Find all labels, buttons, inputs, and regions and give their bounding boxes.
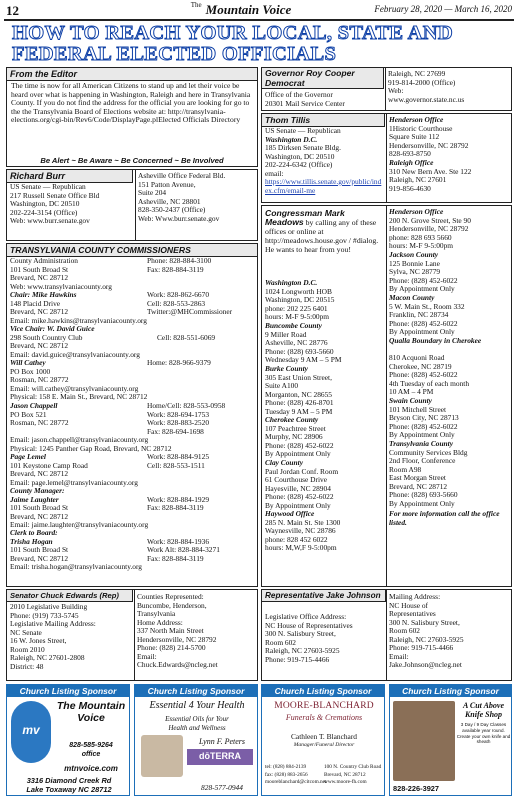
meadows-jackson-heading: Jackson County <box>389 250 439 259</box>
meadows-buncombe-heading: Buncombe County <box>265 321 322 330</box>
essential-photo <box>141 735 183 777</box>
burr-right: Asheville Office Federal Bld. 151 Patton Avenue, Suite 204 Asheville, NC 28801 828-350-2437 (Office) Web: Www.burr.senate.gov <box>138 171 226 223</box>
meadows-intro-block <box>265 209 385 254</box>
mountain-voice-web: mtnvoice.com <box>64 764 118 773</box>
commissioners-box <box>6 243 258 587</box>
chappell-right: Home/Cell: 828-553-0958 Work: 828-694-1753 Work: 828-883-2520 Fax: 828-694-1698 <box>147 401 226 436</box>
laughter-left: 101 South Broad St Brevard, NC 28712 Email: jaime.laughter@transylvaniacounty.org <box>10 503 149 529</box>
tillis-henderson-heading: Henderson Office <box>389 115 444 124</box>
cooper-header <box>262 68 384 89</box>
cathey-title: Will Cathey <box>10 358 46 367</box>
chappell-title: Jason Chappell <box>10 401 58 410</box>
mountain-voice-title: The Mountain Voice <box>56 700 126 724</box>
mountain-voice-logo-text: mv <box>22 723 40 737</box>
hogan-left: 101 South Broad St Brevard, NC 28712 Email: trisha.hogan@transylvaniacounty.org <box>10 545 143 571</box>
cooper-left: Office of the Governor 20301 Mail Service Center <box>265 90 345 108</box>
mark-meadows-box <box>261 205 512 587</box>
lemel-title: Page Lemel <box>10 452 46 461</box>
guice-left: 298 South Country Club Brevard, NC 28712 Email: david.guice@transylvaniacounty.org <box>10 332 140 359</box>
meadows-qualla-heading: Qualla Boundary in Cherokee <box>389 336 482 345</box>
tillis-intro: US Senate — Republican <box>265 126 341 135</box>
masthead-rule <box>4 19 514 21</box>
meadows-dc-body: 1024 Longworth HOB Washington, DC 20515 phone: 202 225 6401 hours: M-F 9-5:00pm <box>265 286 335 321</box>
meadows-henderson-heading: Henderson Office <box>389 207 444 216</box>
johnson-name: Representative Jake Johnson <box>262 590 386 602</box>
meadows-swain-body: 101 Mitchell Street Bryson City, NC 28713 Phone: (828) 452-6022 By Appointment Only <box>389 404 459 439</box>
meadows-burke-body: 305 East Union Street, Suite A100 Morganton, NC 28655 Phone: (828) 426-8701 Tuesday 9 AM – 5 PM <box>265 372 334 416</box>
edwards-left: 2010 Legislative Building Phone: (919) 733-5745 Legislative Mailing Address: NC Senate 16 W. Jones Street, Room 2010 Raleigh, NC 27601-2808 District: 48 <box>10 602 96 671</box>
masthead-the: The <box>190 1 202 9</box>
meadows-cherokee-body: 107 Peachtree Street Murphy, NC 28906 Phone: (828) 452-6022 By Appointment Only <box>265 423 334 458</box>
sponsor-heading: Church Listing Sponsor <box>7 685 129 697</box>
tillis-henderson-body: 1Historic Courthouse Square Suite 112 Hendersonville, NC 28792 828-693-8750 <box>389 123 469 158</box>
from-editor-heading: From the Editor <box>7 68 257 81</box>
sponsor-heading: Church Listing Sponsor <box>135 685 257 697</box>
lemel-right: Work: 828-884-9125 Cell: 828-553-1511 <box>147 452 210 470</box>
johnson-right: Mailing Address: NC House of Representatives 300 N. Salisbury Street, Room 602 Raleigh, NC 27603-5925 Phone: 919-715-4466 Email: Jake.Johnson@ncleg.net <box>389 592 464 669</box>
meadows-qualla-body: 810 Acquoni Road Cherokee, NC 28719 Phone: (828) 452-6022 4th Tuesday of each month 10 AM – 4 PM <box>389 353 470 396</box>
cooper-right: Raleigh, NC 27699 919-814-2000 (Office) Web: www.governor.state.nc.us <box>388 69 465 104</box>
laughter-title: Jaime Laughter <box>10 494 59 504</box>
laughter-right: Work: 828-884-1929 Fax: 828-884-3119 <box>147 494 210 512</box>
sponsor-knife-shop[interactable] <box>389 684 512 796</box>
meadows-buncombe-body: 9 Miller Road Asheville, NC 28776 Phone: (828) 693-5660 Wednesday 9 AM – 5 PM <box>265 329 342 364</box>
tillis-raleigh-heading: Raleigh Office <box>389 158 434 167</box>
moore-contact-left: tel: (828) 884-2139 fax: (828) 883-2656 mooreblanchard@citcom.net <box>265 764 327 785</box>
issue-date: February 28, 2020 — March 16, 2020 <box>374 4 512 14</box>
guice-title: Vice Chair: W. David Guice <box>10 324 95 333</box>
essential-phone: 828-577-0944 <box>201 783 243 792</box>
doterra-brand: dōTERRA <box>199 751 241 761</box>
moore-name: Cathleen T. Blanchard <box>290 732 357 741</box>
thom-tillis-box <box>261 113 512 203</box>
mountain-voice-phone: 828-585-9264 office <box>69 742 113 758</box>
moore-contact-right: 100 N. Country Club Road Brevard, NC 28712 www.moore-fh.com <box>324 764 382 785</box>
masthead-bar <box>0 0 518 22</box>
meadows-henderson-body: 200 N. Grove Street, Ste 90 Hendersonville, NC 28792 phone: 828 693 5660 hours: M-F 9-5:00pm <box>389 215 471 250</box>
sponsor-essential-health[interactable] <box>134 684 258 796</box>
sponsor-heading: Church Listing Sponsor <box>390 685 511 697</box>
sponsor-mountain-voice[interactable] <box>6 684 130 796</box>
meadows-haywood-body: 285 N. Main St. Ste 1300 Waynesville, NC 28786 phone: 828 452 6022 hours: M,W,F 9-5:00pm <box>265 517 341 552</box>
chappell-left: PO Box 521 Rosman, NC 28772 Email: jason.chappell@transylvaniacounty.org Physical: 1245 Panther Gap Road, Brevard, NC 28712 <box>10 409 172 453</box>
meadows-haywood-heading: Haywood Office <box>265 509 315 518</box>
commissioners-heading: TRANSYLVANIA COUNTY COMMISSIONERS <box>7 244 257 257</box>
hogan-title: Trisha Hogan <box>10 536 53 546</box>
guice-right: Cell: 828-551-6069 <box>157 332 216 342</box>
governor-cooper-box <box>261 67 512 111</box>
hawkins-right: Work: 828-862-6670 Cell: 828-553-2863 Twitter:@MHCommissioner <box>147 290 233 316</box>
moore-subtitle: Funerals & Cremations <box>285 713 363 722</box>
meadows-macon-heading: Macon County <box>389 293 435 302</box>
from-editor-box <box>6 67 258 167</box>
lemel-left: 101 Keystone Camp Road Brevard, NC 28712 Email: page.lemel@transylvaniacounty.org <box>10 460 138 487</box>
hawkins-left: 148 Placid Drive Brevard, NC 28712 Email: mike.hawkins@transylvaniacounty.org <box>10 298 147 325</box>
alert-slogan: Be Alert ~ Be Aware ~ Be Concerned ~ Be Involved <box>40 156 224 165</box>
jake-johnson-box <box>261 589 512 681</box>
edwards-name: Senator Chuck Edwards (Rep) <box>7 590 133 602</box>
essential-subtitle: Essential Oils for Your Health and Wellness <box>165 715 229 732</box>
meadows-macon-body: 5 W. Main St., Room 332 Franklin, NC 28734 Phone: (828) 452-6022 By Appointment Only <box>389 301 465 336</box>
essential-title: Essential 4 Your Health <box>149 700 245 711</box>
cooper-party: Democrat <box>265 77 305 88</box>
meadows-name: Congressman Mark Meadows <box>265 208 345 227</box>
knife-shop-photo <box>393 701 455 781</box>
tillis-name: Thom Tillis <box>262 114 385 127</box>
burr-left: US Senate — Republican 217 Russell Senate Office Bld Washington, DC 20510 202-224-3154 (Office) Web: www.burr.senate.gov <box>10 182 100 225</box>
manager-title: County Manager: <box>10 486 65 495</box>
hawkins-title: Chair: Mike Hawkins <box>10 290 77 299</box>
essential-name: Lynn F. Peters <box>198 737 246 746</box>
tillis-dc-body: 185 Dirksen Senate Bldg. Washington, DC 20510 202-224-6342 (Office) email: <box>265 143 341 178</box>
cooper-name: Governor Roy Cooper <box>265 68 355 78</box>
meadows-cherokee-heading: Cherokee County <box>265 415 319 424</box>
tillis-raleigh-body: 310 New Bern Ave. Ste 122 Raleigh, NC 27601 919-856-4630 <box>389 166 472 193</box>
edwards-right: Counties Represented: Buncombe, Henderson, Transylvania Home Address: 337 North Main Street Hendersonville, NC 28792 Phone: (828) 214-5700 Email: Chuck.Edwards@ncleg.net <box>137 592 218 669</box>
knife-shop-phone: 828-226-3927 <box>393 784 440 793</box>
hogan-right: Work: 828-884-1936 Work Alt: 828-884-3271 Fax: 828-884-3119 <box>147 536 220 563</box>
meadows-jackson-body: 125 Bonnie Lane Sylva, NC 28779 Phone: (828) 452-6022 By Appointment Only <box>389 258 458 293</box>
knife-shop-title: A Cut Above Knife Shop <box>462 701 505 719</box>
meadows-transylvania-heading: Transylvania County <box>389 439 453 448</box>
meadows-swain-heading: Swain County <box>389 396 432 405</box>
admin-left: County Administration 101 South Broad St Brevard, NC 28712 Web: www.transylvaniacounty.org <box>10 256 112 291</box>
mountain-voice-address: 3316 Diamond Creek Rd Lake Toxaway NC 28712 <box>26 776 112 794</box>
clerk-title: Clerk to Board: <box>10 528 58 537</box>
sponsor-heading: Church Listing Sponsor <box>262 685 384 697</box>
meadows-dc-heading: Washington D.C. <box>265 278 318 287</box>
meadows-right-column <box>389 206 512 587</box>
from-editor-body: The time is now for all American Citizens to stand up and let their voice be heard over what is happening in Washington, Raleigh and here in Transylvania County. If you do not find the address for the official you are looking for go to the the Transylvania Board of Elections website at: http://transylvania-elections.org/cgi-bin/Rev6/Code/DisplayPage.plElected Officials Directory <box>11 81 251 125</box>
meadows-burke-heading: Burke County <box>265 364 308 373</box>
richard-burr-box <box>6 169 258 241</box>
johnson-left: Legislative Office Address: NC House of Representatives 300 N. Salisbury Street, Room 602 Raleigh, NC 27603-5925 Phone: 919-715-4466 <box>265 612 353 664</box>
burr-name: Richard Burr <box>7 170 133 183</box>
page-number: 12 <box>6 3 19 18</box>
meadows-clay-heading: Clay County <box>265 458 303 467</box>
meadows-clay-body: Paul Jordan Conf. Room 61 Courthouse Drive Hayesville, NC 28904 Phone: (828) 452-6022 By Appointment Only <box>265 466 339 510</box>
page-headline: HOW TO REACH YOUR LOCAL, STATE AND FEDERAL ELECTED OFFICIALS <box>12 22 453 65</box>
chuck-edwards-box <box>6 589 258 681</box>
moore-role: Manager/Funeral Director <box>293 742 355 748</box>
meadows-left-column <box>262 206 386 587</box>
cathey-left: PO Box 1000 Rosman, NC 28772 Email: will.cathey@transylvaniacounty.org Physical: 158 E. Main St., Brevard, NC 28712 <box>10 366 148 401</box>
meadows-intro: by calling any of these offices or online at http://meadows.house.gov / #dialog. He wants to hear from you! <box>265 218 379 254</box>
masthead-name: Mountain Voice <box>205 2 292 17</box>
admin-right: Phone: 828-884-3100 Fax: 828-884-3119 <box>147 256 212 274</box>
cathey-right: Home: 828-966-9379 <box>147 358 211 367</box>
masthead-title <box>181 1 301 19</box>
sponsor-moore-blanchard[interactable] <box>261 684 385 796</box>
knife-shop-text: 3 Day / 9 Day Classes available year round. Create your own knife and sheath <box>456 722 511 745</box>
meadows-more-info: For more information call the office listed. <box>389 509 500 527</box>
moore-title: MOORE-BLANCHARD <box>274 701 374 711</box>
meadows-transylvania-body: Community Services Bldg 2nd Floor, Conference Room A98 East Morgan Street Brevard, NC 28712 Phone: (828) 693-5660 By Appointment Only <box>389 447 468 508</box>
tillis-dc-heading: Washington D.C. <box>265 134 318 144</box>
tillis-email-link[interactable]: https://www.tillis.senate.gov/public/index.cfm/email-me <box>265 177 382 195</box>
